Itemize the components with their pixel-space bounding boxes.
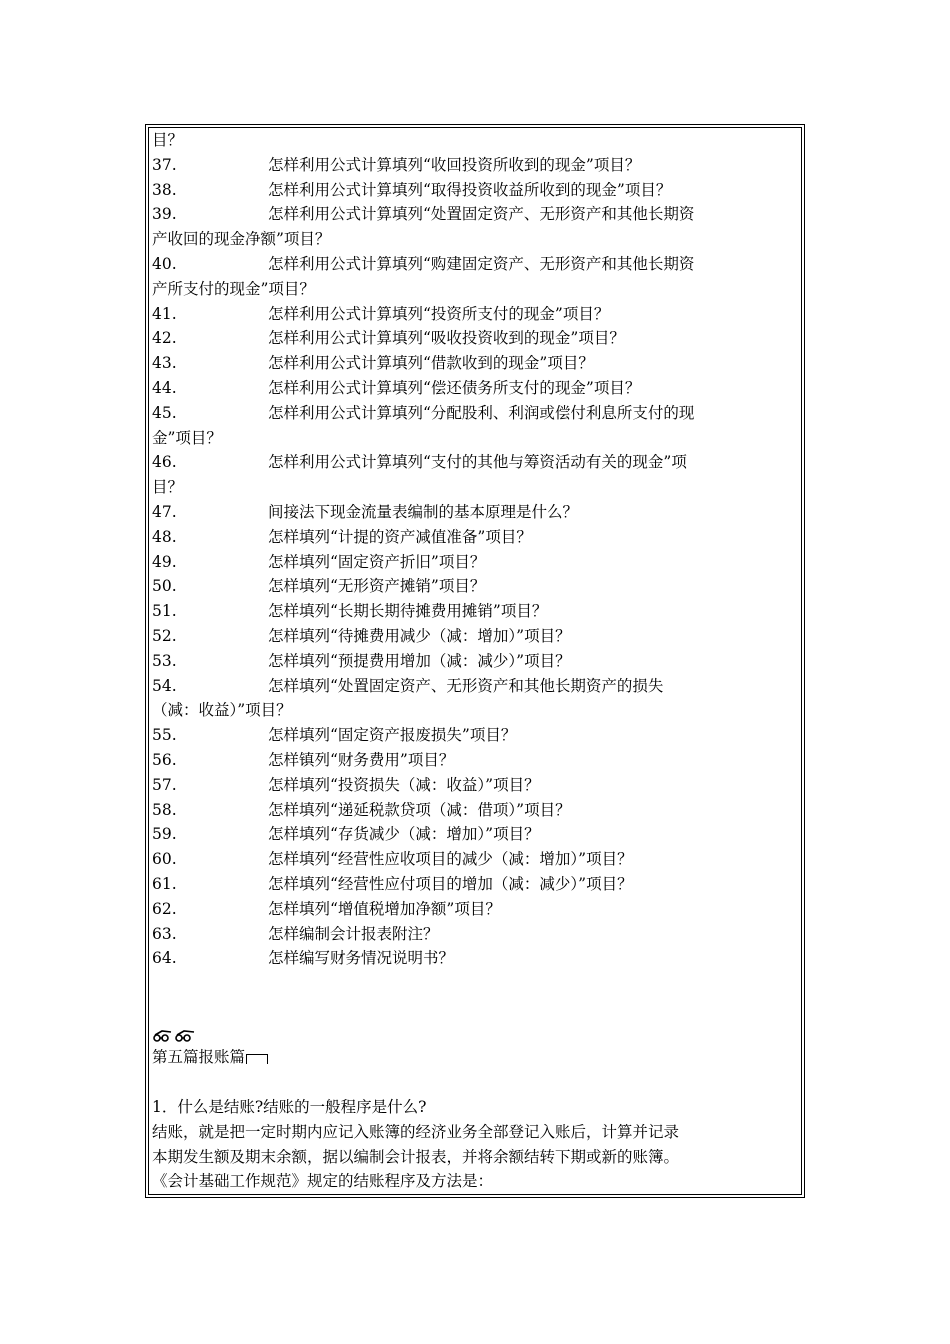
question-item (152, 525, 797, 550)
question-number: 40. (152, 254, 177, 273)
answer-line: 结账，就是把一定时期内应记入账簿的经济业务全部登记入账后，计算并记录 (152, 1122, 680, 1141)
answer-line: 本期发生额及期末余额，据以编制会计报表，并将余额结转下期或新的账簿。 (152, 1147, 680, 1166)
question-text: 怎样利用公式计算填列“投资所支付的现金”项目？ (268, 304, 610, 323)
question-number: 49. (152, 552, 177, 571)
question-text-continuation: 产收回的现金净额”项目？ (152, 230, 331, 249)
document-frame (145, 124, 805, 1198)
question-item (152, 649, 797, 674)
question-item (152, 624, 797, 649)
question-text: 怎样利用公式计算填列“收回投资所收到的现金”项目？ (268, 155, 641, 174)
question-number: 58. (152, 800, 177, 819)
question-text: 怎样填列“经营性应收项目的减少（减：增加）”项目？ (268, 850, 633, 869)
question-text: 怎样填列“固定资产折旧”项目？ (268, 552, 486, 571)
question-item (152, 872, 797, 897)
question-number: 59. (152, 825, 177, 844)
question-text: 怎样填列“存货减少（减：增加）”项目？ (268, 825, 540, 844)
question-item (152, 351, 797, 376)
question-text: 怎样镇列“财务费用”项目？ (268, 750, 455, 769)
question-number: 44. (152, 378, 177, 397)
question-number: 53. (152, 651, 177, 670)
question-number: 60. (152, 850, 177, 869)
question-number: 37. (152, 155, 177, 174)
question-item (152, 202, 797, 227)
scissors-pair-icon (152, 1029, 196, 1043)
question-text: 怎样编制会计报表附注？ (268, 924, 439, 943)
question-item (152, 401, 797, 426)
question-item (152, 847, 797, 872)
question-text: 间接法下现金流量表编制的基本原理是什么？ (268, 502, 579, 521)
blank-line (152, 1070, 797, 1095)
question-text: 怎样利用公式计算填列“支付的其他与筹资活动有关的现金”项 (268, 453, 687, 472)
question-item (152, 252, 797, 277)
question-text-continuation: （减：收益）”项目？ (152, 701, 292, 720)
question-number: 56. (152, 750, 177, 769)
question-text: 怎样填列“处置固定资产、无形资产和其他长期资产的损失 (268, 676, 664, 695)
title-bracket-mark (246, 1054, 268, 1064)
question-text: 怎样利用公式计算填列“取得投资收益所收到的现金”项目？ (268, 180, 672, 199)
question-number: 38. (152, 180, 177, 199)
question-item (152, 599, 797, 624)
question-item (152, 897, 797, 922)
question-number: 46. (152, 453, 177, 472)
question-text: 怎样填列“经营性应付项目的增加（减：减少）”项目？ (268, 874, 633, 893)
question-number: 48. (152, 527, 177, 546)
question-item (152, 302, 797, 327)
question-text-continuation: 金”项目？ (152, 428, 222, 447)
question-list (152, 153, 797, 971)
question-text: 怎样利用公式计算填列“分配股利、利润或偿付利息所支付的现 (268, 403, 695, 422)
blank-line (152, 996, 797, 1021)
question-item (152, 376, 797, 401)
question-text: 怎样填列“长期长期待摊费用摊销”项目？ (268, 602, 548, 621)
question-item (152, 798, 797, 823)
question-item (152, 574, 797, 599)
question-item (152, 326, 797, 351)
section-title (152, 1045, 797, 1070)
question-number: 50. (152, 577, 177, 596)
question-text: 怎样填列“增值税增加净额”项目？ (268, 899, 501, 918)
question-number: 43. (152, 354, 177, 373)
question-number: 62. (152, 899, 177, 918)
question-number: 39. (152, 205, 177, 224)
question-number: 57. (152, 775, 177, 794)
section-title-text: 第五篇报账篇 (152, 1048, 246, 1067)
question-text: 怎样填列“固定资产报废损失”项目？ (268, 726, 517, 745)
question-number: 51. (152, 602, 177, 621)
question-number: 61. (152, 874, 177, 893)
question-number: 41. (152, 304, 177, 323)
question-text: 怎样填列“待摊费用减少（减：增加）”项目？ (268, 626, 571, 645)
document-content (149, 128, 801, 1194)
question-item (152, 946, 797, 971)
intro-fragment: 目？ (152, 131, 184, 149)
question-text: 怎样编写财务情况说明书？ (268, 949, 455, 968)
question-number: 63. (152, 924, 177, 943)
question-item (152, 674, 797, 699)
question-text: 怎样填列“递延税款贷项（减：借项）”项目？ (268, 800, 571, 819)
question-text: 怎样利用公式计算填列“吸收投资收到的现金”项目？ (268, 329, 625, 348)
answer-question: 1．什么是结账?结账的一般程序是什么? (152, 1098, 427, 1117)
question-item (152, 178, 797, 203)
question-text: 怎样填列“预提费用增加（减：减少）”项目？ (268, 651, 571, 670)
question-item (152, 723, 797, 748)
answer-line: 《会计基础工作规范》规定的结账程序及方法是： (152, 1172, 494, 1191)
question-item (152, 922, 797, 947)
question-text: 怎样利用公式计算填列“处置固定资产、无形资产和其他长期资 (268, 205, 695, 224)
question-item (152, 153, 797, 178)
question-text-continuation: 目？ (152, 478, 184, 497)
answer-paragraph (152, 1120, 797, 1194)
question-number: 54. (152, 676, 177, 695)
question-text-continuation: 产所支付的现金”项目？ (152, 279, 315, 298)
question-item (152, 822, 797, 847)
question-number: 55. (152, 726, 177, 745)
question-item (152, 450, 797, 475)
question-text: 怎样填列“无形资产摊销”项目？ (268, 577, 486, 596)
question-text: 怎样利用公式计算填列“购建固定资产、无形资产和其他长期资 (268, 254, 695, 273)
question-number: 42. (152, 329, 177, 348)
question-text: 怎样填列“投资损失（减：收益）”项目？ (268, 775, 540, 794)
blank-line (152, 971, 797, 996)
question-item (152, 773, 797, 798)
question-item (152, 500, 797, 525)
question-number: 47. (152, 502, 177, 521)
question-number: 52. (152, 626, 177, 645)
question-item (152, 748, 797, 773)
question-text: 怎样填列“计提的资产减值准备”项目？ (268, 527, 532, 546)
question-number: 64. (152, 949, 177, 968)
question-text: 怎样利用公式计算填列“借款收到的现金”项目？ (268, 354, 594, 373)
question-item (152, 550, 797, 575)
question-number: 45. (152, 403, 177, 422)
document-frame-inner (148, 127, 802, 1195)
question-text: 怎样利用公式计算填列“偿还债务所支付的现金”项目？ (268, 378, 641, 397)
section-ornament (152, 1021, 797, 1046)
